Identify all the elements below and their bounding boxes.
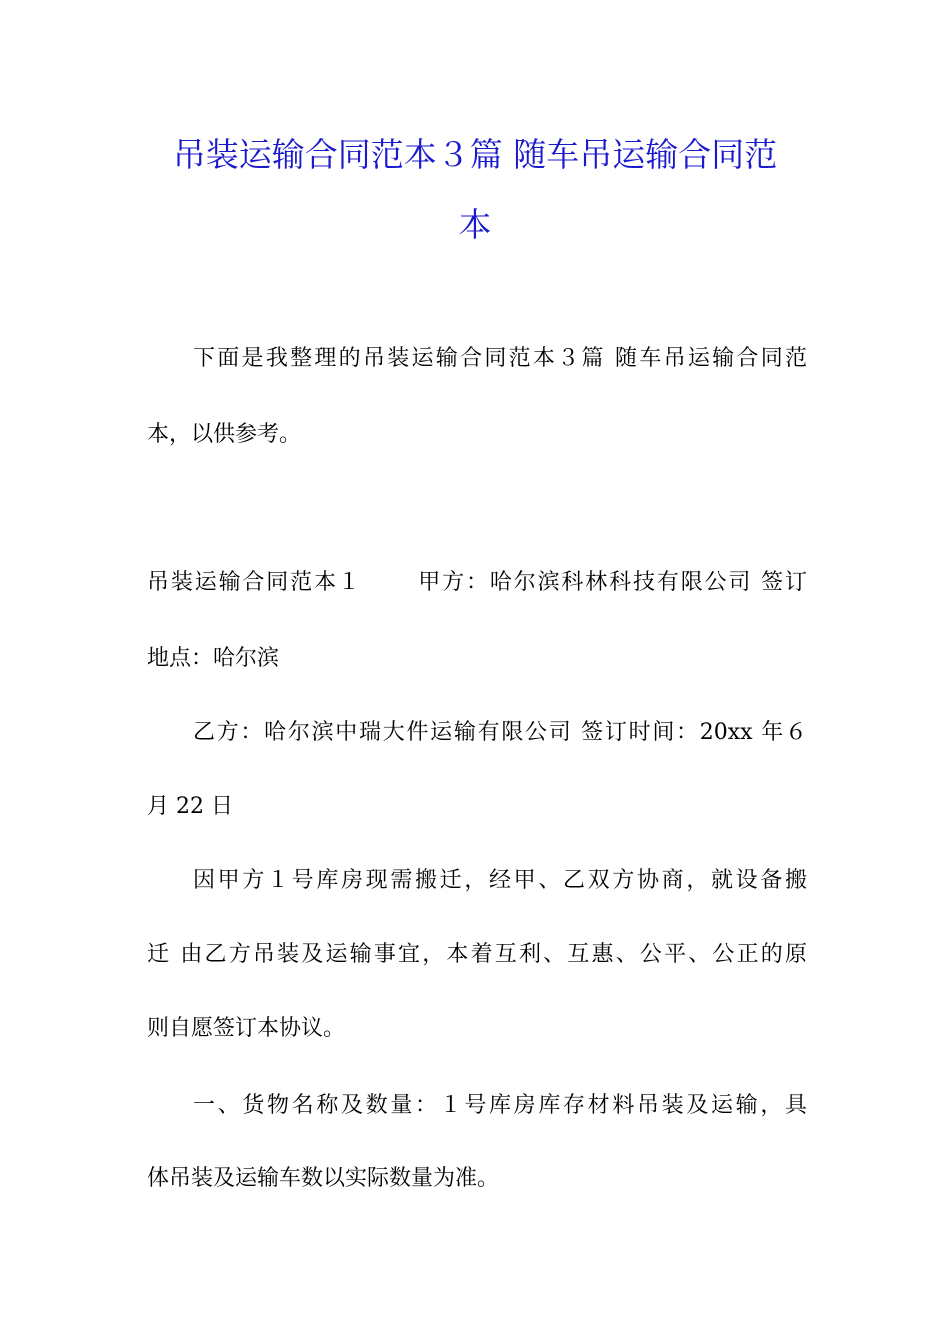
purpose-paragraph-line-2: 迁 由乙方吊装及运输事宜，本着互利、互惠、公平、公正的原 xyxy=(147,942,807,967)
intro-paragraph-line-1: 下面是我整理的吊装运输合同范本３篇 随车吊运输合同范 xyxy=(193,346,807,371)
contract-heading-line-2: 地点：哈尔滨 xyxy=(147,646,280,671)
party-b-line-1: 乙方：哈尔滨中瑞大件运输有限公司 签订时间：20xx 年６ xyxy=(193,720,807,745)
document-title-line-1: 吊装运输合同范本３篇 随车吊运输合同范 xyxy=(172,135,778,174)
clause-one-line-2: 体吊装及运输车数以实际数量为准。 xyxy=(147,1166,500,1191)
party-b-line-2: 月 22 日 xyxy=(147,794,233,819)
intro-paragraph-line-2: 本，以供参考。 xyxy=(147,422,302,447)
purpose-paragraph-line-3: 则自愿签订本协议。 xyxy=(147,1016,346,1041)
purpose-paragraph-line-1: 因甲方１号库房现需搬迁，经甲、乙双方协商，就设备搬 xyxy=(193,868,807,893)
contract-heading-line-1: 吊装运输合同范本１ 甲方：哈尔滨科林科技有限公司 签订 xyxy=(147,570,807,595)
document-title-line-2: 本 xyxy=(458,205,492,244)
clause-one-line-1: 一、货物名称及数量：１号库房库存材料吊装及运输，具 xyxy=(193,1093,807,1118)
